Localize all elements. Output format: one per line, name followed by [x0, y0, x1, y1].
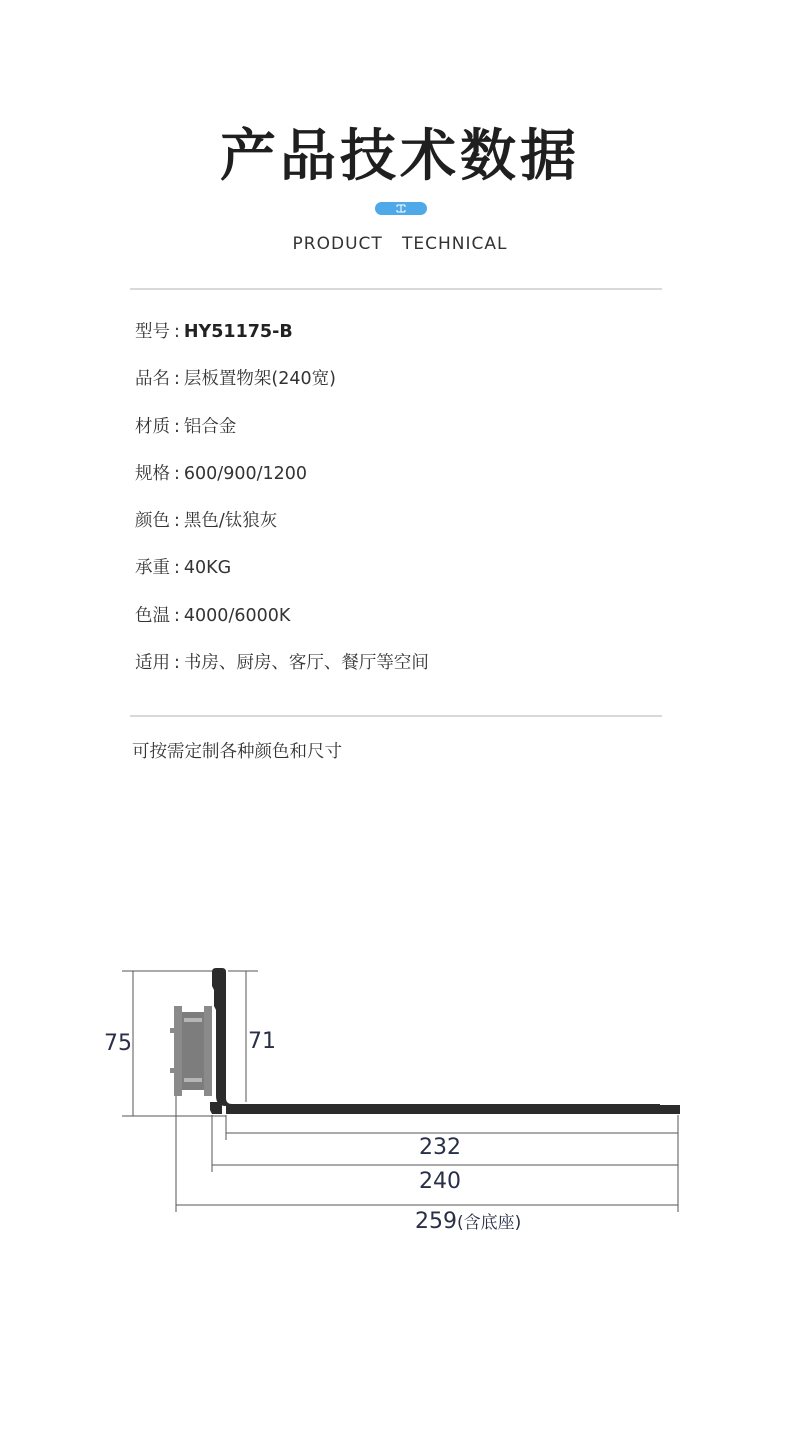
section-badge	[375, 202, 427, 215]
i-beam-icon	[396, 204, 406, 213]
spec-separator: :	[174, 605, 180, 626]
spec-value: 黑色/钛狼灰	[183, 511, 278, 532]
spec-label: 色温	[135, 605, 170, 626]
spec-row-size	[135, 460, 429, 507]
spec-row-usage	[135, 649, 429, 696]
dim-width-base-note: (含底座)	[457, 1213, 522, 1233]
spec-row-color-temp	[135, 602, 429, 649]
spec-label: 品名	[135, 369, 170, 390]
spec-separator: :	[174, 511, 180, 532]
spec-separator: :	[174, 416, 180, 437]
spec-row-product-name	[135, 365, 429, 412]
base-bracket	[170, 1006, 212, 1096]
dim-width-outer: 240	[419, 1169, 461, 1194]
spec-list	[135, 318, 429, 696]
spec-value: 40KG	[183, 558, 232, 579]
profile-dimension-drawing	[0, 950, 800, 1250]
dim-height-total: 75	[104, 1031, 132, 1056]
spec-label: 颜色	[135, 511, 170, 532]
spec-row-load	[135, 554, 429, 601]
dim-width-base: 259	[415, 1209, 457, 1234]
spec-value: 4000/6000K	[183, 605, 291, 626]
spec-value: 书房、厨房、客厅、餐厅等空间	[183, 653, 429, 674]
spec-separator: :	[174, 369, 180, 390]
page-title: 产品技术数据	[220, 124, 580, 189]
spec-separator: :	[174, 653, 180, 674]
spec-value: 层板置物架(240宽)	[183, 369, 336, 390]
spec-row-model	[135, 318, 429, 365]
divider-top	[130, 288, 662, 290]
dim-height-inner: 71	[248, 1029, 276, 1054]
spec-label: 承重	[135, 558, 170, 579]
spec-value: 铝合金	[183, 416, 237, 437]
spec-row-material	[135, 413, 429, 460]
dim-width-inner: 232	[419, 1135, 461, 1160]
spec-separator: :	[174, 463, 180, 484]
spec-label: 材质	[135, 416, 170, 437]
spec-separator: :	[174, 322, 180, 342]
spec-label: 适用	[135, 653, 170, 674]
spec-label: 型号	[135, 322, 170, 342]
spec-row-color	[135, 507, 429, 554]
divider-bottom	[130, 715, 662, 717]
spec-value: HY51175-B	[183, 322, 293, 342]
page-subtitle: PRODUCT TECHNICAL	[292, 234, 508, 254]
shelf-profile	[210, 968, 680, 1114]
spec-label: 规格	[135, 463, 170, 484]
custom-note: 可按需定制各种颜色和尺寸	[132, 742, 342, 762]
spec-value: 600/900/1200	[183, 463, 308, 484]
spec-separator: :	[174, 558, 180, 579]
